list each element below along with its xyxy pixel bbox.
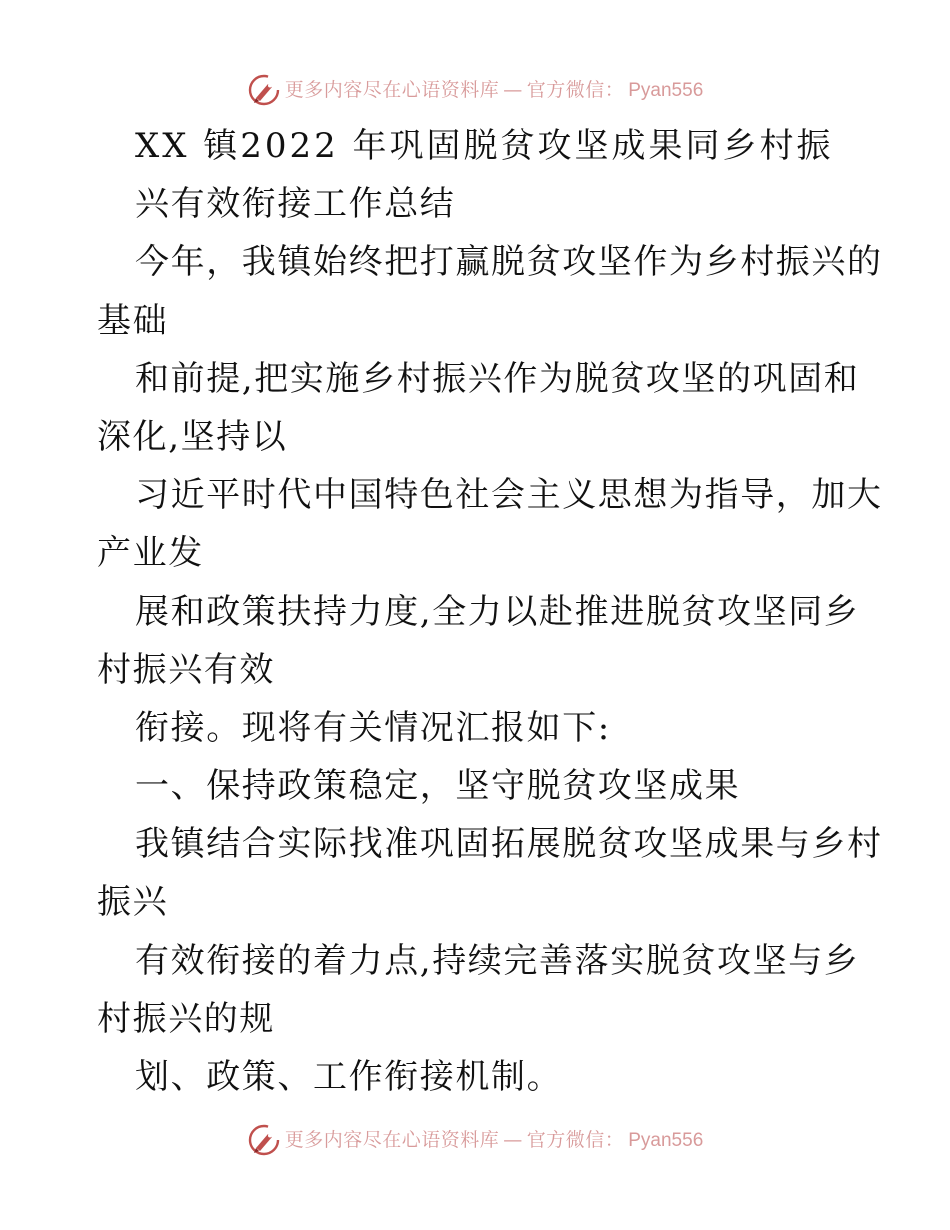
paragraph-line: 展和政策扶持力度,全力以赴推进脱贫攻坚同乡 — [135, 591, 860, 632]
header-watermark — [0, 72, 950, 108]
paragraph-line: 和前提,把实施乡村振兴作为脱贫攻坚的巩固和 — [135, 358, 860, 399]
document-title-line-2: 兴有效衔接工作总结 — [135, 184, 456, 225]
watermark-text: 更多内容尽在心语资料库 — [284, 1128, 500, 1151]
paragraph-line: 基础 — [97, 300, 169, 341]
watermark-text: 更多内容尽在心语资料库 — [284, 78, 500, 101]
paragraph-line: 村振兴的规 — [97, 998, 275, 1039]
footer-watermark — [0, 1122, 950, 1158]
watermark-wechat-label: 官方微信： — [526, 1128, 625, 1151]
paragraph-line: 习近平时代中国特色社会主义思想为指导，加大 — [135, 475, 883, 516]
watermark-dash: — — [503, 78, 523, 101]
document-title-line-1: XX 镇2022 年巩固脱贫攻坚成果同乡村振 — [135, 126, 834, 166]
pen-logo-icon — [247, 1123, 281, 1157]
document-body — [97, 117, 883, 1106]
paragraph-line: 衔接。现将有关情况汇报如下: — [135, 707, 611, 748]
paragraph-line: 振兴 — [97, 882, 169, 923]
paragraph-line: 村振兴有效 — [97, 649, 275, 690]
paragraph-line: 有效衔接的着力点,持续完善落实脱贫攻坚与乡 — [135, 940, 860, 981]
watermark-wechat-id: Pyan556 — [628, 1129, 704, 1151]
paragraph-line: 产业发 — [97, 533, 204, 574]
watermark-wechat-id: Pyan556 — [628, 79, 704, 101]
watermark-dash: — — [503, 1128, 523, 1151]
paragraph-line: 深化,坚持以 — [97, 416, 288, 457]
watermark-content — [247, 73, 704, 107]
watermark-content — [247, 1123, 704, 1157]
paragraph-line: 我镇结合实际找准巩固拓展脱贫攻坚成果与乡村 — [135, 824, 883, 865]
watermark-wechat-label: 官方微信： — [526, 78, 625, 101]
pen-logo-icon — [247, 73, 281, 107]
paragraph-line: 划、政策、工作衔接机制。 — [135, 1057, 563, 1097]
section-heading: 一、保持政策稳定，坚守脱贫攻坚成果 — [135, 766, 741, 807]
paragraph-line: 今年，我镇始终把打赢脱贫攻坚作为乡村振兴的 — [135, 242, 883, 283]
